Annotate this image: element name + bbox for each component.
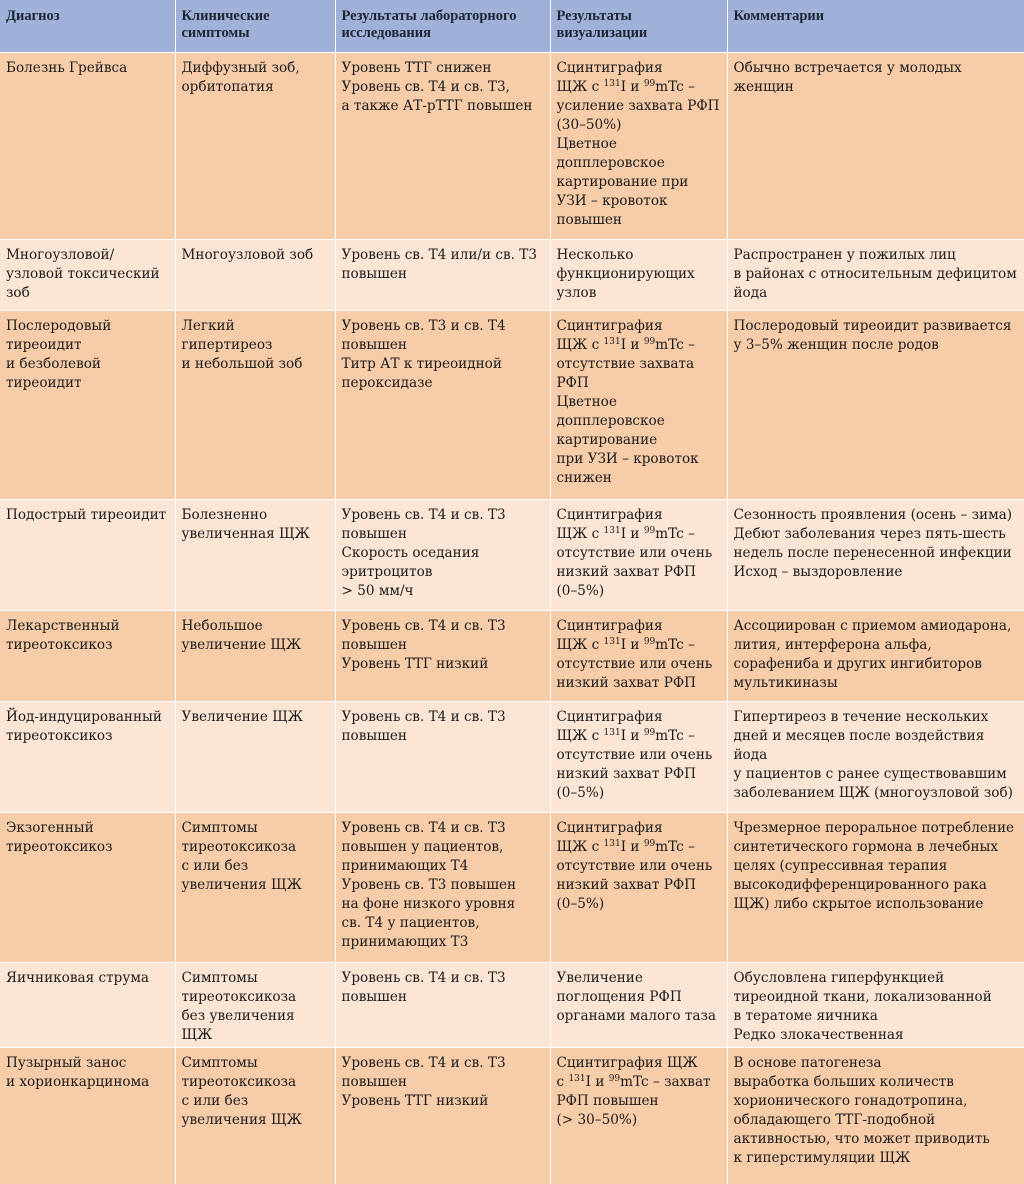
cell-imaging (550, 1048, 727, 1184)
cell-diagnosis: Яичниковая струма (0, 963, 175, 1048)
imaging-text: mTc – отсутствие или очень низкий захват РФП (556, 637, 713, 691)
imaging-text: Сцинтиграфия ЩЖ с (556, 507, 663, 542)
cell-imaging (550, 311, 727, 500)
isotope-superscript: 131 (568, 1074, 586, 1084)
cell-imaging (550, 611, 727, 702)
imaging-text: Сцинтиграфия ЩЖ с (556, 820, 663, 855)
table-row (0, 311, 1024, 500)
cell-symptoms: Небольшое увеличение ЩЖ (175, 611, 335, 702)
cell-comment: Обусловлена гиперфункцией тиреоидной ткани, локализованной в тератоме яичника Редко злокачественная (727, 963, 1024, 1048)
imaging-text: mTc – усиление захвата РФП (30–50%) Цветное допплеровское картирование при УЗИ – кровоток повышен (556, 79, 720, 228)
imaging-text: I и (585, 1074, 609, 1090)
imaging-text: I и (620, 79, 644, 95)
cell-diagnosis: Пузырный занос и хорионкарцинома (0, 1048, 175, 1184)
cell-imaging (550, 702, 727, 813)
cell-diagnosis: Многоузловой/ узловой токсический зоб (0, 240, 175, 311)
header-diagnosis: Диагноз (0, 0, 175, 53)
imaging-text: Сцинтиграфия ЩЖ с (556, 1055, 698, 1090)
imaging-text: mTc – отсутствие захвата РФП Цветное допплеровское картирование при УЗИ – кровоток снижен (556, 337, 699, 486)
cell-lab: Уровень св. Т4 и св. Т3 повышен Уровень ТТГ низкий (335, 611, 550, 702)
table-row (0, 702, 1024, 813)
cell-lab: Уровень св. Т4 или/и св. Т3 повышен (335, 240, 550, 311)
cell-symptoms: Болезненно увеличенная ЩЖ (175, 500, 335, 611)
cell-diagnosis: Болезнь Грейвса (0, 53, 175, 240)
cell-symptoms: Многоузловой зоб (175, 240, 335, 311)
imaging-text: Сцинтиграфия ЩЖ с (556, 618, 663, 653)
cell-imaging (550, 813, 727, 963)
imaging-text: Сцинтиграфия ЩЖ с (556, 709, 663, 744)
cell-diagnosis: Йод-индуцированный тиреотоксикоз (0, 702, 175, 813)
isotope-superscript: 131 (603, 728, 621, 738)
cell-imaging (550, 240, 727, 311)
cell-lab: Уровень св. Т3 и св. Т4 повышен Титр АТ к тиреоидной пероксидазе (335, 311, 550, 500)
table-row (0, 240, 1024, 311)
cell-symptoms: Увеличение ЩЖ (175, 702, 335, 813)
isotope-superscript: 99 (643, 79, 656, 89)
imaging-text: mTc – отсутствие или очень низкий захват РФП (0–5%) (556, 526, 713, 599)
isotope-superscript: 99 (643, 728, 656, 738)
table-row (0, 813, 1024, 963)
isotope-superscript: 99 (643, 839, 656, 849)
imaging-text: mTc – отсутствие или очень низкий захват РФП (0–5%) (556, 839, 713, 912)
imaging-text: I и (620, 637, 644, 653)
cell-comment: Ассоциирован с приемом амиодарона, лития, интерферона альфа, сорафениба и других ингибиторов мультикиназы (727, 611, 1024, 702)
imaging-text: I и (620, 839, 644, 855)
imaging-text: mTc – отсутствие или очень низкий захват РФП (0–5%) (556, 728, 713, 801)
table-row (0, 53, 1024, 240)
table-row (0, 963, 1024, 1048)
header-lab-results: Результаты лабораторного исследования (335, 0, 550, 53)
table-row (0, 1048, 1024, 1184)
cell-imaging (550, 963, 727, 1048)
isotope-superscript: 99 (643, 637, 656, 647)
cell-diagnosis: Экзогенный тиреотоксикоз (0, 813, 175, 963)
isotope-superscript: 131 (603, 526, 621, 536)
cell-diagnosis: Лекарственный тиреотоксикоз (0, 611, 175, 702)
cell-comment: Гипертиреоз в течение нескольких дней и месяцев после воздействия йода у пациентов с ранее существовавшим заболеванием ЩЖ (многоузловой зоб) (727, 702, 1024, 813)
isotope-superscript: 131 (603, 637, 621, 647)
isotope-superscript: 99 (643, 526, 656, 536)
table-row (0, 611, 1024, 702)
cell-lab: Уровень ТТГ снижен Уровень св. Т4 и св. Т3, а также АТ-рТТГ повышен (335, 53, 550, 240)
cell-lab: Уровень св. Т4 и св. Т3 повышен Скорость оседания эритроцитов > 50 мм/ч (335, 500, 550, 611)
cell-lab: Уровень св. Т4 и св. Т3 повышен (335, 702, 550, 813)
cell-imaging (550, 500, 727, 611)
isotope-superscript: 131 (603, 337, 621, 347)
cell-diagnosis: Подострый тиреоидит (0, 500, 175, 611)
cell-symptoms: Симптомы тиреотоксикоза с или без увеличения ЩЖ (175, 1048, 335, 1184)
cell-comment: Чрезмерное пероральное потребление синтетического гормона в лечебных целях (супрессивная терапия высокодифференцированного рака ЩЖ) либо скрытое использование (727, 813, 1024, 963)
cell-comment: Обычно встречается у молодых женщин (727, 53, 1024, 240)
imaging-text: Сцинтиграфия ЩЖ с (556, 60, 663, 95)
cell-symptoms: Симптомы тиреотоксикоза без увеличения ЩЖ (175, 963, 335, 1048)
cell-comment: В основе патогенеза выработка больших количеств хорионического гонадотропина, обладающего ТТГ-подобной активностью, что может приводить к гиперстимуляции ЩЖ (727, 1048, 1024, 1184)
imaging-text: I и (620, 728, 644, 744)
cell-symptoms: Легкий гипертиреоз и небольшой зоб (175, 311, 335, 500)
imaging-text: mTc – захват РФП повышен (> 30–50%) (556, 1074, 711, 1128)
imaging-text: I и (620, 337, 644, 353)
cell-comment: Сезонность проявления (осень – зима) Дебют заболевания через пять-шесть недель после перенесенной инфекции Исход – выздоровление (727, 500, 1024, 611)
imaging-text: Несколько функционирующих узлов (556, 247, 695, 301)
cell-symptoms: Симптомы тиреотоксикоза с или без увеличения ЩЖ (175, 813, 335, 963)
cell-symptoms: Диффузный зоб, орбитопатия (175, 53, 335, 240)
header-clinical-symptoms: Клинические симптомы (175, 0, 335, 53)
cell-lab: Уровень св. Т4 и св. Т3 повышен (335, 963, 550, 1048)
cell-comment: Послеродовый тиреоидит развивается у 3–5% женщин после родов (727, 311, 1024, 500)
isotope-superscript: 131 (603, 79, 621, 89)
imaging-text: Сцинтиграфия ЩЖ с (556, 318, 663, 353)
header-comments: Комментарии (727, 0, 1024, 53)
isotope-superscript: 99 (643, 337, 656, 347)
cell-lab: Уровень св. Т4 и св. Т3 повышен у пациентов, принимающих Т4 Уровень св. Т3 повышен на фоне низкого уровня св. Т4 у пациентов, принимающих Т3 (335, 813, 550, 963)
cell-comment: Распространен у пожилых лиц в районах с относительным дефицитом йода (727, 240, 1024, 311)
isotope-superscript: 99 (608, 1074, 621, 1084)
table-row (0, 500, 1024, 611)
cell-lab: Уровень св. Т4 и св. Т3 повышен Уровень ТТГ низкий (335, 1048, 550, 1184)
header-imaging-results: Результаты визуализации (550, 0, 727, 53)
isotope-superscript: 131 (603, 839, 621, 849)
imaging-text: I и (620, 526, 644, 542)
cell-imaging (550, 53, 727, 240)
table-header-row (0, 0, 1024, 53)
cell-diagnosis: Послеродовый тиреоидит и безболевой тиреоидит (0, 311, 175, 500)
imaging-text: Увеличение поглощения РФП органами малого таза (556, 970, 717, 1024)
